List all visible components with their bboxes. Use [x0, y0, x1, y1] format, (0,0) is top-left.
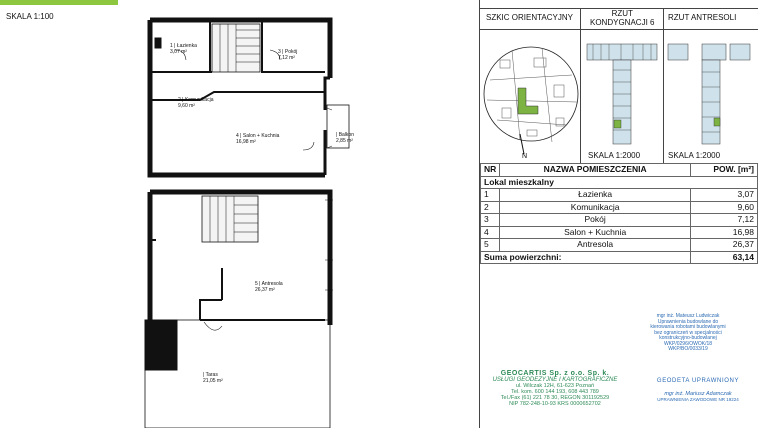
room-label-balkon: | Balkon 2,85 m² — [336, 132, 354, 144]
table-row — [481, 201, 758, 214]
company-address: ul. Wilczak 12H, 61-623 Poznań — [515, 383, 595, 389]
table-sum-row — [481, 251, 758, 264]
room-label-lazienka: 1 | Łazienka 3,07 m² — [170, 43, 197, 55]
row-name: Pokój — [500, 214, 691, 227]
surveyor-permit: UPRAWNIENIA ZAWODOWE NR 19224 — [657, 397, 739, 402]
row-nr: 5 — [481, 239, 500, 252]
sketch-title: SZKIC ORIENTACYJNY — [486, 13, 573, 22]
company-services: USŁUGI GEODEZYJNE I KARTOGRAFICZNE — [492, 377, 618, 383]
table-row — [481, 189, 758, 202]
room-label-pokoj: 3 | Pokój 7,12 m² — [278, 49, 298, 61]
north-label: N — [522, 153, 528, 160]
engineer-stamp: mgr inż. Mateusz Ludwiczak Uprawnienia budowlane do kierowania robotami budowlanymi bez ograniczeń w specjalności konstrukcyjno-budowlanej WKP/0296/OWOK/18 WKP/BO/0033/19 — [650, 313, 726, 352]
row-name: Komunikacja — [500, 201, 691, 214]
row-area: 16,98 — [691, 226, 758, 239]
mezzanine-key-plan — [666, 32, 754, 148]
table-row — [481, 226, 758, 239]
sum-value: 63,14 — [691, 251, 758, 264]
company-name: GEOCARTIS Sp. z o.o. Sp. k. — [500, 370, 610, 377]
col-name: NAZWA POMIESZCZENIA — [500, 164, 691, 177]
col-nr: NR — [481, 164, 500, 177]
row-name: Salon + Kuchnia — [500, 226, 691, 239]
surveyor-stamp — [640, 378, 756, 402]
scale-antresoli: SKALA 1:2000 — [668, 151, 721, 160]
row-nr: 3 — [481, 214, 500, 227]
row-area: 7,12 — [691, 214, 758, 227]
company-stamp — [480, 370, 630, 407]
rzut-kondygnacji-title: RZUT KONDYGNACJI 6 — [590, 9, 655, 27]
room-label-salon: 4 | Salon + Kuchnia 16,98 m² — [236, 133, 280, 145]
rzut-antresoli-title: RZUT ANTRESOLI — [668, 13, 737, 22]
floor-key-plan — [583, 32, 661, 148]
surveyor-title: GEODETA UPRAWNIONY — [656, 378, 740, 384]
scale-kondygnacji: SKALA 1:2000 — [588, 151, 641, 160]
room-label-antresola: 5 | Antresola 26,37 m² — [255, 281, 283, 293]
table-header-row — [481, 164, 758, 177]
row-nr: 2 — [481, 201, 500, 214]
row-name: Łazienka — [500, 189, 691, 202]
column-divider-1 — [580, 8, 581, 163]
row-area: 26,37 — [691, 239, 758, 252]
scale-label: SKALA 1:100 — [6, 12, 54, 21]
room-label-taras: | Taras 21,05 m² — [203, 372, 223, 384]
row-name: Antresola — [500, 239, 691, 252]
sum-label: Suma powierzchni: — [481, 251, 691, 264]
row-nr: 4 — [481, 226, 500, 239]
row-nr: 1 — [481, 189, 500, 202]
orientation-map — [482, 30, 580, 160]
surveyor-name: mgr inż. Mariusz Adamczak — [664, 391, 732, 397]
section-label: Lokal mieszkalny — [481, 176, 758, 189]
room-label-komunikacja: 2 | Komunikacja 9,60 m² — [178, 97, 214, 109]
column-divider-2 — [663, 8, 664, 163]
company-fax: Tel./Fax (61) 221 78 30, REGON 301192529 — [500, 395, 610, 401]
info-panel — [479, 0, 758, 428]
table-row — [481, 239, 758, 252]
row-area: 3,07 — [691, 189, 758, 202]
row-area: 9,60 — [691, 201, 758, 214]
col-area: POW. [m²] — [691, 164, 758, 177]
table-section-row — [481, 176, 758, 189]
company-phone: Tel. kom. 600 144 193, 608 443 789 — [511, 389, 599, 395]
company-nip: NIP 782-248-10-93 KRS 0000652702 — [509, 401, 601, 407]
table-row — [481, 214, 758, 227]
rooms-table — [480, 163, 758, 264]
